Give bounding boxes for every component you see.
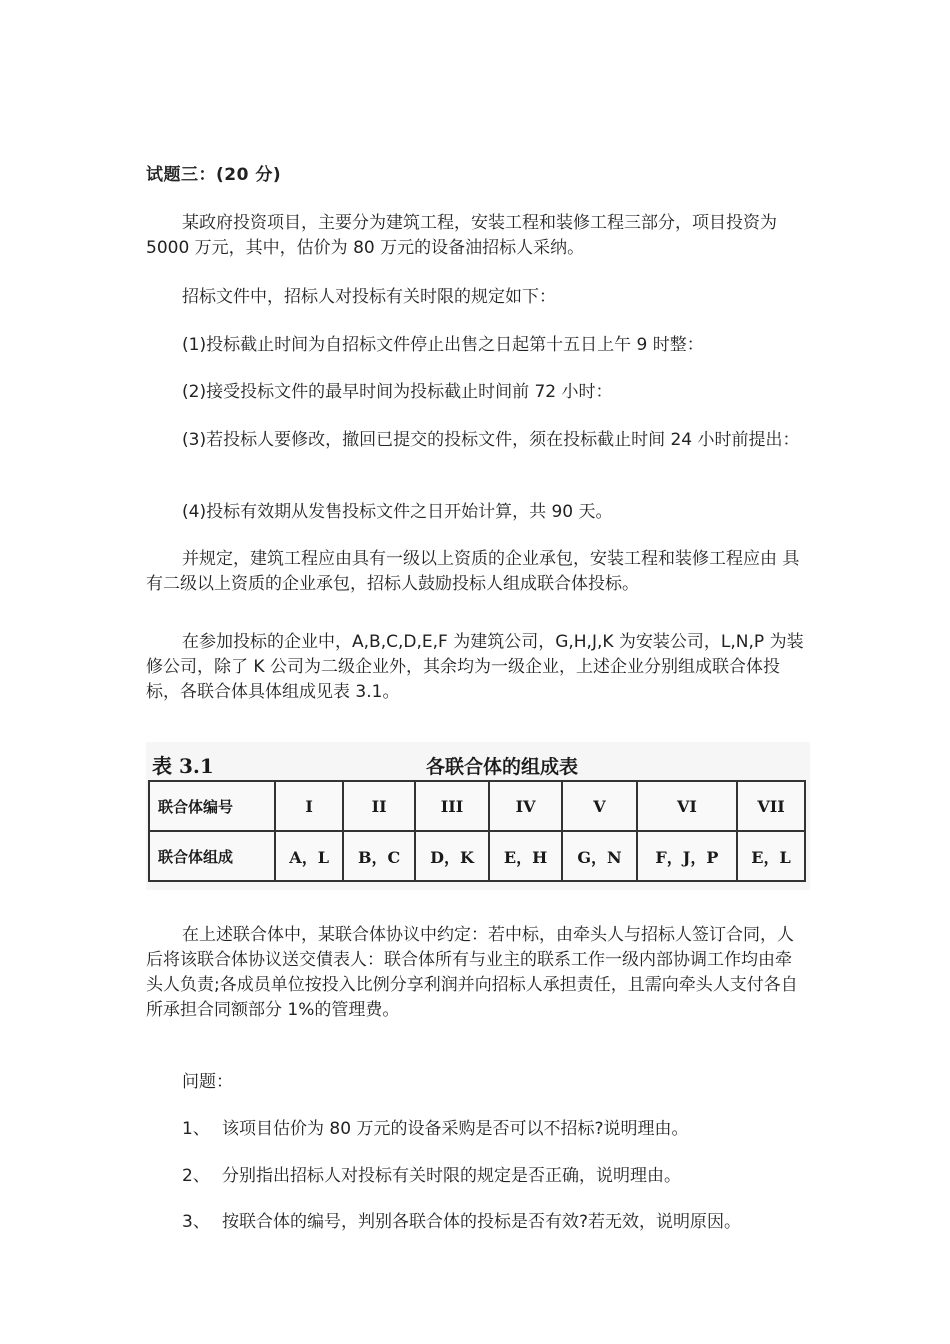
rule-4: (4)投标有效期从发售投标文件之日开始计算，共 90 天。 [182,502,613,522]
question-number: 1、 [182,1119,210,1139]
question-title: 试题三：(20 分) [146,165,282,185]
table-cell-id: IV [489,781,562,831]
rule-3: (3)若投标人要修改，撤回已提交的投标文件，须在投标截止时间 24 小时前提出： [182,430,800,450]
table-cell-members: E，H [489,831,562,881]
table-row-members [149,831,805,881]
question-text: 分别指出招标人对投标有关时限的规定是否正确，说明理由。 [222,1166,681,1186]
table-cell-members: D，K [415,831,489,881]
row-header-id: 联合体编号 [149,781,275,831]
table-cell-id: V [562,781,637,831]
paragraph-consortium-agreement: 在上述联合体中，某联合体协议中约定：若中标，由牵头人与招标人签订合同，人后将该联合体协议送交債表人：联合体所有与业主的联系工作一级内部协调工作均由牵头人负责;各成员单位按投入比例分享利润并向招标人承担责任，且需向牵头人支付各自所承担合同额部分 1%的管理费。 [146,925,798,1020]
question-text: 该项目估价为 80 万元的设备采购是否可以不招标?说明理由。 [222,1119,689,1139]
paragraph-qualification-rules: 并规定，建筑工程应由具有一级以上资质的企业承包，安装工程和装修工程应由 具有二级以上资质的企业承包，招标人鼓励投标人组成联合体投标。 [146,549,800,594]
table-cell-members: B，C [343,831,415,881]
table-cell-members: E，L [737,831,805,881]
table-caption: 表 3.1 [152,754,214,778]
table-cell-id: I [275,781,343,831]
table-cell-id: VII [737,781,805,831]
questions-label: 问题： [182,1072,233,1092]
table-cell-id: III [415,781,489,831]
table-cell-members: A，L [275,831,343,881]
table-row-ids [149,781,805,831]
table-cell-members: F，J，P [637,831,737,881]
table-cell-members: G，N [562,831,637,881]
question-number: 3、 [182,1212,210,1232]
table-cell-id: II [343,781,415,831]
paragraph-project-intro: 某政府投资项目，主要分为建筑工程，安装工程和装修工程三部分，项目投资为 5000 万元，其中，估价为 80 万元的设备油招标人采纳。 [146,213,777,258]
question-number: 2、 [182,1166,210,1186]
table-cell-id: VI [637,781,737,831]
paragraph-bidders: 在参加投标的企业中，A,B,C,D,E,F 为建筑公司，G,H,J,K 为安装公司，L,N,P 为装修公司，除了 K 公司为二级企业外，其余均为一级企业，上述企业分别组成联合体投标，各联合体具体组成见表 3.1。 [146,632,804,702]
consortium-composition-table [148,780,806,882]
paragraph-time-limits-intro: 招标文件中，招标人对投标有关时限的规定如下： [182,287,556,307]
question-text: 按联合体的编号，判别各联合体的投标是否有效?若无效，说明原因。 [222,1212,742,1232]
question-2 [182,1164,681,1189]
question-3 [182,1210,741,1235]
question-1 [182,1117,688,1142]
row-header-members: 联合体组成 [149,831,275,881]
table-title: 各联合体的组成表 [426,756,579,778]
rule-1: (1)投标截止时间为自招标文件停止出售之日起第十五日上午 9 时整： [182,335,704,355]
rule-2: (2)接受投标文件的最早时间为投标截止时间前 72 小时： [182,382,613,402]
